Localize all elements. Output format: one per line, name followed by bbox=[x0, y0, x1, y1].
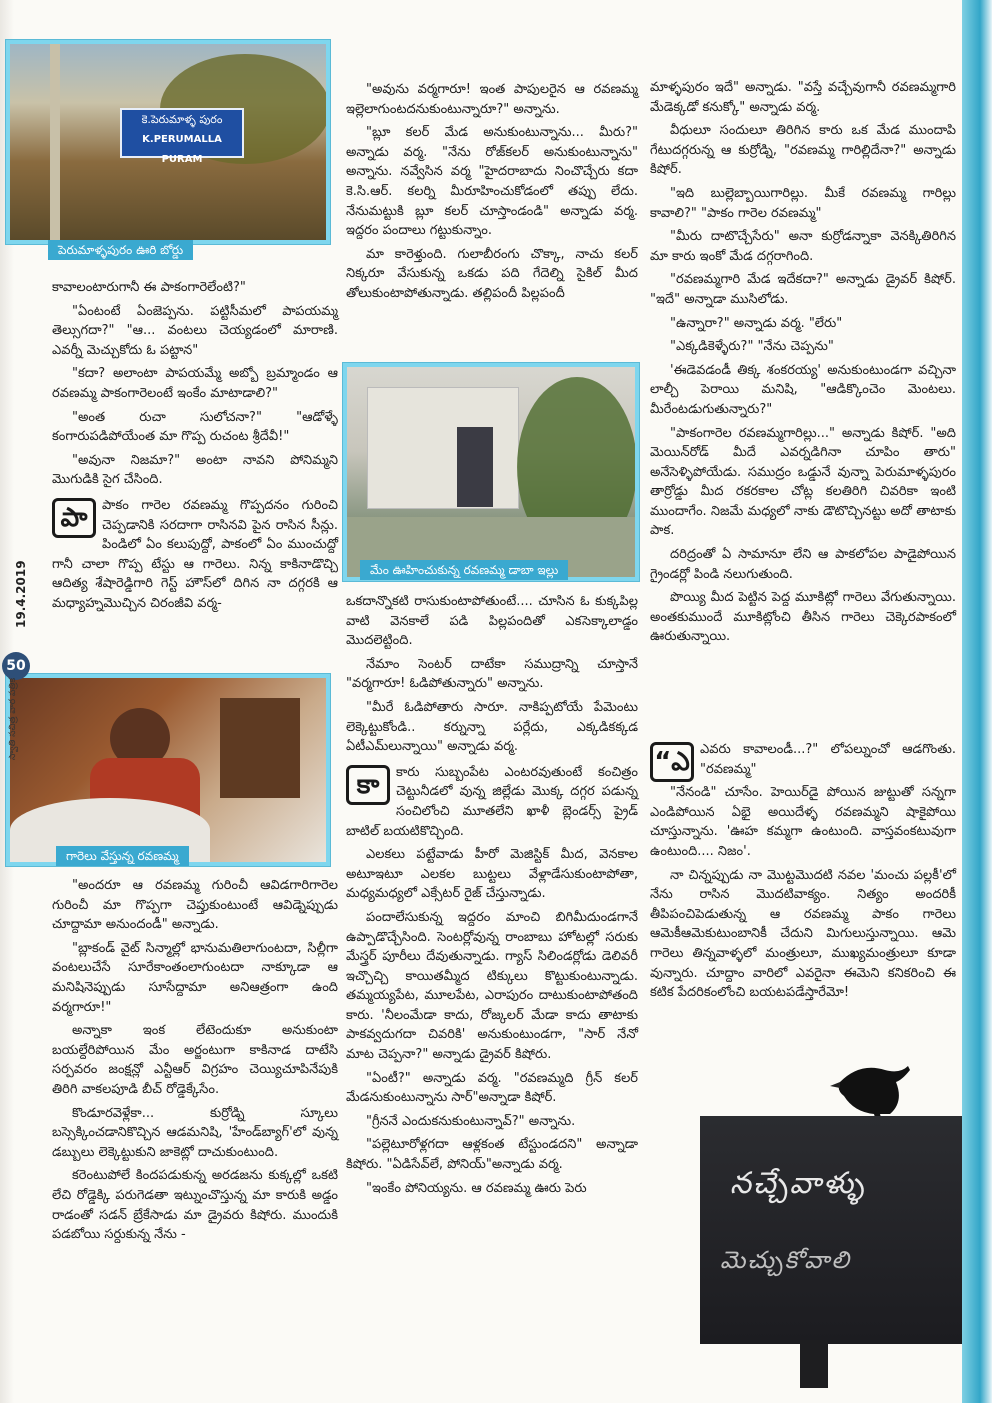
board-line-1: నచ్చేవాళ్ళు bbox=[730, 1166, 866, 1201]
paragraph: నా చిన్నప్పుడు నా మొట్టమొదటి నవల 'మంచు పల్లకీ'లో నేను రాసిన మొదటివాక్యం. నిత్యం అందరికీ తీపిపంచిపెడుతున్న ఆ రవణమ్మ పాకం గారెలు ఆమెకీఆమెకుటుంబానికీ చేదుని మిగులుస్తున్నాయి. ఆమె గారెలు తిన్నవాళ్ళలో మంత్రులూ, ముఖ్యమంత్రులూ కూడా వున్నారు. చూద్దాం వారిలో ఎవరైనా ఈమెని కనికరించి ఈ కటిక పేదరికంలోంచి బయటపడేస్తారేమో! bbox=[650, 867, 956, 1001]
paragraph: "గ్రీననే ఎందుకనుకుంటున్నావ్?" అన్నాను. bbox=[366, 1113, 576, 1129]
paragraph: "అందరూ ఆ రవణమ్మ గురించీ ఆవిడగారిగారెల గురించీ మా గొప్పగా చెప్తుకుంటుంటే ఆవిడ్నెప్పుడు చూద్దామా అనుందండీ" అన్నాడు. bbox=[52, 878, 338, 933]
column-3-bottom bbox=[650, 740, 956, 1007]
paragraph: అన్నాకా ఇంక లేటెందుకూ అనుకుంటా బయల్దేరిపోయిన మేం అర్జంటుగా కాకినాడ దాటేసి సర్పవరం జంక్షన్లో ఎన్టీఆర్ విగ్రహం చెయ్యిచూపినేపుకి తిరిగి వాకలపూడి బీచ్ రోడ్డెక్కేసేం. bbox=[52, 1023, 338, 1097]
paragraph: "అవునా నిజమా?" అంటా నావని పోనిమ్మని మొగుడికి సైగ చేసింది. bbox=[52, 452, 338, 488]
paragraph-text: ఎవరు కావాలండీ...?" లోపల్నుంచో ఆడగొంతు. "రవణమ్మ" bbox=[700, 742, 956, 777]
paragraph bbox=[52, 496, 338, 614]
village-board-photo bbox=[6, 40, 330, 244]
drop-cap: “ఎ bbox=[650, 742, 694, 782]
signboard-english: K.PERUMALLA PURAM bbox=[142, 134, 222, 165]
paragraph: "అంత రుచా సులోచనా?" "ఆడోళ్ళే కంగారుపడిపోయేంత మా గొప్ప రుచంట శ్రీదేవీ!" bbox=[52, 409, 338, 445]
paragraph: నేమాం సెంటర్ దాటేకా సముద్రాన్ని చూస్తానే "వర్మగారూ! ఓడిపోతున్నారు" అన్నాను. bbox=[346, 656, 638, 692]
photo1-caption: పెరుమాళ్ళపురం ఊరి బోర్డు bbox=[48, 240, 193, 260]
column-1 bbox=[52, 278, 338, 618]
paragraph: "మీరు దాటొచ్చేసేరు" అనా కుర్రోడన్నాకా వెనక్కితిరిగిన మా కారు ఇంకో మేడ దగ్గరాగింది. bbox=[650, 229, 956, 264]
paragraph: "ఉన్నారా?" అన్నాడు వర్మ. "లేరు" bbox=[670, 315, 843, 331]
page-edge bbox=[962, 0, 992, 1403]
drop-cap: కా bbox=[346, 765, 390, 805]
paragraph: "బ్లాకండ్ వైట్ సిన్మాల్లో భానుమతిలాగుంటదా, సిల్లీగా వంటలుచేసే సూరేకాంతంలాగుంటదా నాక్కూడా ఆ మనిషినెప్పుడు సూసేద్దామా అనిఆత్రంగా ఉంది వర్మగారూ!" bbox=[52, 940, 338, 1015]
paragraph: ఎలకలు పట్టేవాడు హీరో మెజిస్టిక్ మీద, వెనకాల అటూఇటూ ఎలకల బుట్టలు వేళ్లాడేసుకుంటాపోతా, మధ్యమధ్యలో ఎక్సేటర్ రైజ్ చేస్తున్నాడు. bbox=[346, 847, 638, 902]
paragraph-text: పాకం గారెల రవణమ్మ గొప్పదనం గురించి చెప్పడానికి సరదాగా రాసినవి పైన రాసిన సీన్లు. పిండిలో ఏం కలుపుద్దో, పాకంలో ఏం ముంచుద్దో గానీ చాలా గొప్ప టేస్టు ఆ గారెలు. నిన్న కాకినాడొచ్చి ఆదిత్య శేషారెడ్డిగారి గెస్ట్ హౌస్‌లో దిగిన నా దగ్గరకి ఆ మధ్యాహ్నమొచ్చిన చిరంజీవి వర్మ- bbox=[52, 497, 338, 611]
paragraph: దరిద్రంతో ఏ సామానూ లేని ఆ పాకలోపల పాడైపోయిన గ్రైండర్లో పిండి నలుగుతుంది. bbox=[650, 547, 956, 582]
paragraph: "పాకంగారెల రవణమ్మగారిల్లు..." అన్నాడు కిషోర్. "అది మెయిన్‌రోడ్ మీదే ఎవర్నడిగినా చూపిం తారు" అనేసెళ్ళిపోయేడు. సముద్రం ఒడ్డునే వున్నా పెరుమాళ్ళపురం తార్రోడ్డు మీద రకరకాల చోట్ల కలతిరిగి చివరికా ఇంటి ముందాగేం. నిజమే మధ్యలో నాకు డౌటొచ్చినట్టు అదో తాటాకు పాక. bbox=[650, 425, 956, 539]
house-wall bbox=[367, 387, 519, 509]
paragraph: "బ్లూ కలర్ మేడ అనుకుంటున్నాను... మీరు?" అన్నాడు వర్మ. "నేను రోజ్‌కలర్ అనుకుంటున్నాను" అన్నాను. నవ్వేసిన వర్మ "హైదరాబాదు నించొచ్చేరు కదా కె.సి.ఆర్. కలర్ని మీరూహించుకోడంలో తప్పు లేదు. నేనుమట్టుకి బ్లూ కలర్ చూస్తాండండి" అన్నాడు వర్మ. ఇద్దరం పందాలు గట్టుకున్నాం. bbox=[346, 125, 638, 239]
paragraph: "మీరే ఓడిపోతారు సారూ. నాకిప్పటోయే పేమెంటు లెక్కెట్టుకోండి.. కర్నున్నా పర్లేదు, ఎక్కడికక్కడ ఏటీఎమ్‌లున్నాయి" అన్నాడు వర్మ. bbox=[346, 699, 638, 755]
publication-credit: స్వాతి సచిత్ర వార పత్రిక bbox=[8, 677, 18, 760]
paragraph: "రవణమ్మగారి మేడ ఇదేకదా?" అన్నాడు డ్రైవర్ కిషోర్. "ఇదే" అన్నాడా ముసిలోడు. bbox=[650, 272, 956, 307]
drop-cap: పా bbox=[52, 498, 96, 538]
paragraph: "ఎక్కడికెళ్ళేరు?" "నేను చెప్పను" bbox=[670, 339, 834, 355]
paragraph-text: కారు సుబ్బంపేట ఎంటరవుతుంటే కంచిత్రం చెట్టునీడలో వున్న జిల్లేడు మొక్క దగ్గర పడున్న సంచిలోంచి మూతలేని ఖాళీ బ్లెండర్స్ ప్రైడ్ బాటిల్ బయటికొచ్చింది. bbox=[346, 764, 638, 839]
paragraph: పొయ్యి మీద పెట్టిన పెద్ద మూకిట్లో గారెలు వేగుతున్నాయి. అంతకుముందే మూకిట్లోంచి తీసిన గారెలు చెక్కెరపాకంలో ఊరుతున్నాయి. bbox=[650, 590, 956, 645]
photo3-caption: గారెలు వేస్తున్న రవణమ్మ bbox=[56, 846, 189, 866]
paragraph: మాళ్ళపురం ఇదే" అన్నాడు. "వస్తే వచ్చేవుగానీ రవణమ్మగారి మేడెక్కడో కనుక్కో" అన్నాడు వర్మ. bbox=[650, 80, 956, 115]
doorway bbox=[220, 698, 300, 798]
page-number: 50 bbox=[2, 652, 30, 680]
paragraph: కరెంటుపోలే కిందపడుకున్న అరడజను కుక్కల్లో ఒకటి లేచి రోడ్డెక్కి పరుగెడతా ఇట్నుంచొస్తున్న మా కారుకి అడ్డం రాడంతో సడన్ బ్రేకేసాడు మా డ్రైవరు కిషోరు. ముందుకి పడబోయి సర్దుకున్న నేను - bbox=[52, 1168, 338, 1243]
paragraph: కావాలంటారుగానీ ఈ పాకంగారెలేంటి?" bbox=[52, 280, 246, 295]
paragraph: "పల్లెటూరోళ్లగదా ఆళ్లకంత టేస్టుండదని" అన్నాడా కిషోరు. "ఏడిసేవ్‌లే, పోనియ్"అన్నాడు వర్మ. bbox=[346, 1137, 638, 1173]
paragraph: కొండూరవెళ్లేకా... కుర్రోడ్ని స్కూలు బస్సెక్కించడానికొచ్చిన ఆడమనిషి, 'హేండ్‌బ్యాగ్'లో వున్న డబ్బులు లెక్కెట్టుకుని జాకెట్లో దాచుకుంటుంది. bbox=[52, 1105, 338, 1160]
paragraph: 'ఈడెవడండీ తిక్క శంకరయ్య' అనుకుంటుండగా వచ్చినా లాల్చీ పెరాయి మనిషి, "ఆడిక్కొంచెం మెంటలు. మీరేంటడుగుతున్నారు?" bbox=[650, 362, 956, 417]
paragraph: "ఏంటంటే ఏంజెప్పను. పట్టిసీమలో పాపయమ్మ తెల్సుగదా?" "ఆ... వంటలు చెయ్యడంలో మారాణి. ఎవర్నీ మెచ్చుకోదు ఓ పట్టాన" bbox=[52, 303, 338, 358]
paragraph: ఒకదాన్నొకటి రాసుకుంటాపోతుంటే.... చూసిన ఓ కుక్కపిల్ల వాటి వెనకాలే పడి పిల్లపందితో ఎకసెక్కాలాడ్డం మొదలెట్టింది. bbox=[346, 594, 638, 649]
paragraph bbox=[346, 763, 638, 841]
paragraph: "అవును వర్మగారూ! ఇంత పాపులరైన ఆ రవణమ్మ ఇల్లెలాగుంటదనుకుంటున్నారూ?" అన్నాను. bbox=[346, 82, 638, 117]
column-2 bbox=[346, 80, 638, 308]
issue-date: 19.4.2019 bbox=[14, 560, 28, 628]
paragraph bbox=[650, 740, 956, 779]
paragraph: "కదా? అలాంటా పాపయమ్మే అబ్బో బ్రమ్మాండం ఆ రవణమ్మ పాకంగారెలంటే ఇంకేం మాటాడాలి?" bbox=[52, 366, 338, 401]
column-2-bottom bbox=[346, 592, 638, 1202]
house-photo bbox=[343, 363, 639, 581]
photo2-caption: మేం ఊహించుకున్న రవణమ్మ డాబా ఇల్లు bbox=[360, 560, 568, 580]
paragraph: "ఇంకేం పోనియ్యను. ఆ రవణమ్మ ఊరు పెరు bbox=[366, 1180, 587, 1196]
pole bbox=[50, 44, 60, 244]
signboard-telugu: కె.పెరుమాళ్ళ పురం bbox=[141, 113, 223, 126]
board-line-2: మెచ్చుకోవాలి bbox=[720, 1246, 851, 1274]
ravanamma-photo bbox=[6, 674, 330, 866]
village-signboard bbox=[120, 108, 244, 165]
paragraph: "ఇది బుల్లెబ్బాయిగారిల్లు. మీకే రవణమ్మ గారిల్లు కావాలి?" "పాకం గారెల రవణమ్మ" bbox=[650, 185, 956, 221]
paragraph: మా కారెళ్తుంది. గులాబీరంగు చొక్కా, నాచు కలర్ నిక్కరూ వేసుకున్న ఒకడు పది గేదెల్ని సైకిల్ మీద తోలుకుంటాపోతున్నాడు. తల్లిపందీ పిల్లపందీ bbox=[346, 246, 638, 301]
house-door bbox=[457, 427, 493, 507]
paragraph: "ఏంటీ?" అన్నాడు వర్మ. "రవణమ్మది గ్రీన్ కలర్ మేడనుకుంటున్నాను సార్"అన్నాడా కిషోర్. bbox=[346, 1070, 638, 1106]
column-1-bottom bbox=[52, 876, 338, 1249]
paragraph: "నేనండి" చూసేం. హెయిర్‌డై పోయిన జుట్టుతో సన్నగా ఎండిపోయిన ఏభై అయిదేళ్ళ రవణమ్మని షాకైపోయి చూస్తున్నాను. 'ఊహ కమ్మగా ఉంటుంది. వాస్తవంకటువుగా ఉంటుంది.... నిజం'. bbox=[650, 785, 956, 859]
board-post bbox=[800, 1340, 828, 1388]
column-3 bbox=[650, 78, 956, 651]
paragraph: పందాలేసుకున్న ఇద్దరం మాంచి బిగిమీదుండగానే ఉప్పాడొచ్చేసింది. సెంటర్లోవున్న రాంబాబు హోటల్లో సరుకు మేస్త్రర్ పూరీలు దేవుతున్నాడు. గ్యాస్ సిలిండర్లోడు డెలివరీ ఇచ్చొచ్చి కాయితమ్మీద టిక్కులు కొట్టుకుంటున్నాడు. తమ్మయ్యపేట, మూలపేట, ఎరాపురం దాటుకుంటాపోతంది కారు. 'నీలంమేడా కాదు, రోజ్కలర్ మేడా కాదు తాటాకు పాకవ్వదుగదా చివరికి' అనుకుంటుండగా, "సార్ నేనో మాట చెప్పనా?" అన్నాడు డ్రైవర్ కిషోరు. bbox=[346, 909, 638, 1063]
title-board bbox=[700, 1116, 962, 1344]
paragraph: వీధులూ సందులూ తిరిగిన కారు ఒక మేడ ముందాపి గేటుదగ్గరున్న ఆ కుర్రోడ్ని, "రవణమ్మ గారిల్లిదేనా?" అన్నాడు కిషోర్. bbox=[650, 123, 956, 178]
